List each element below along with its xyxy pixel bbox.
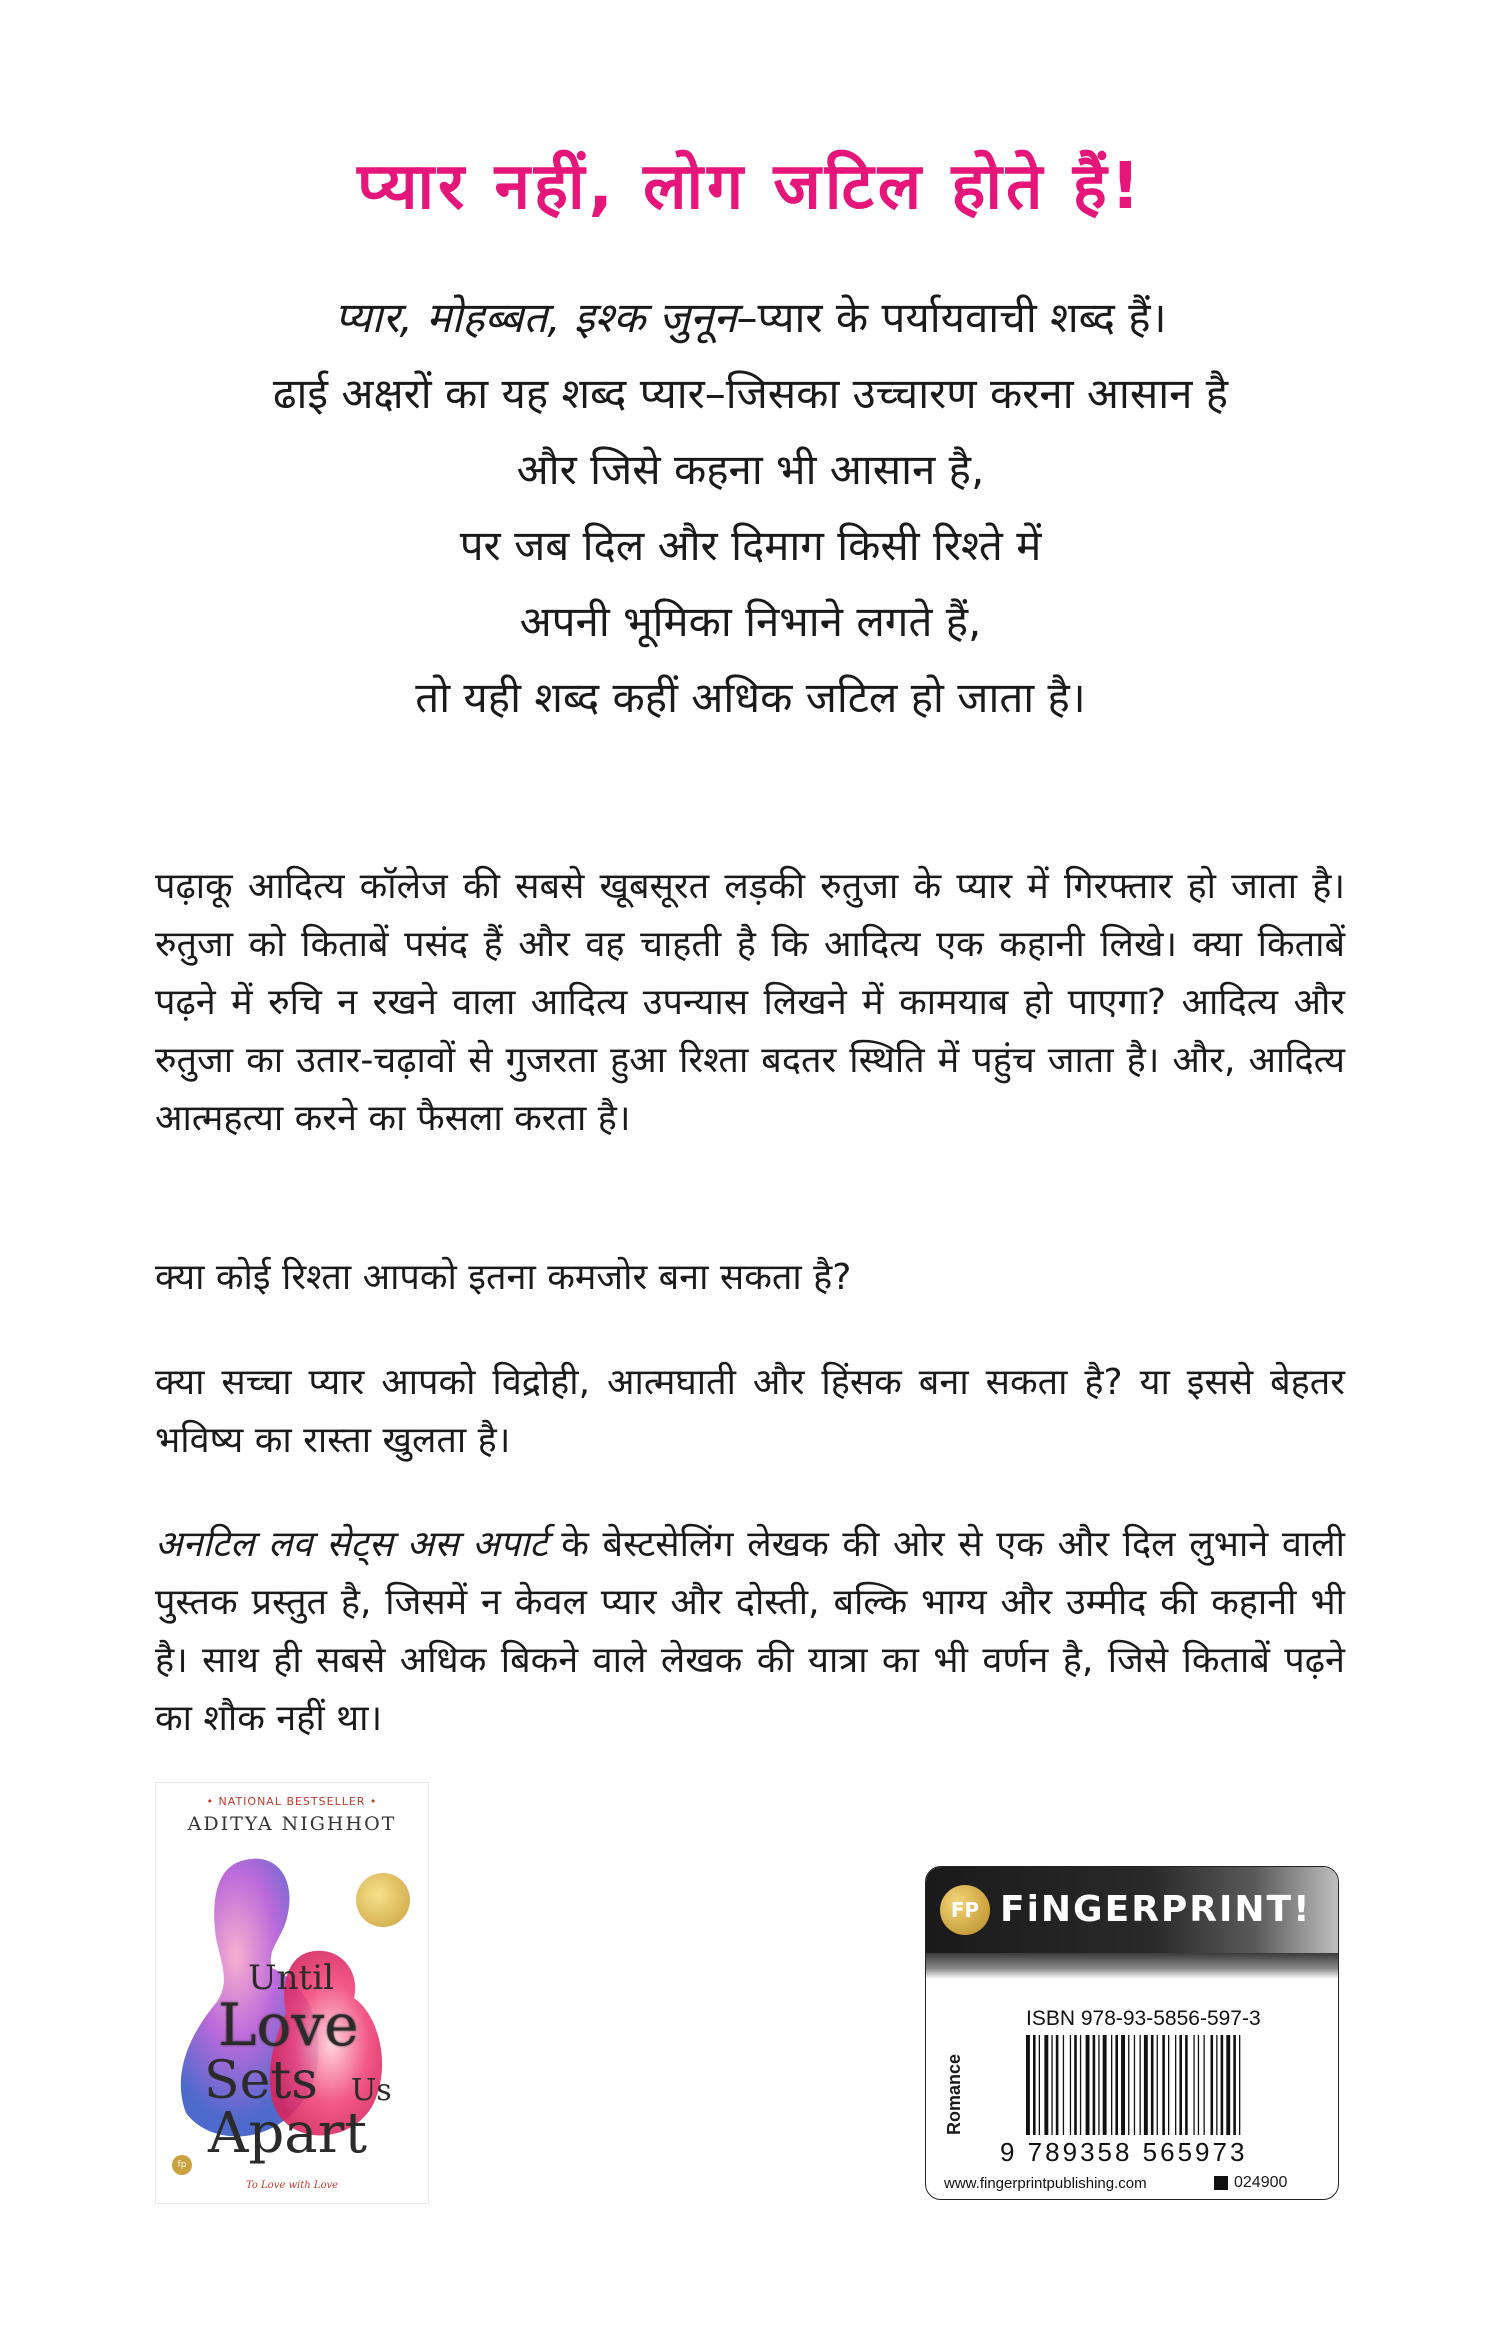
- barcode-icon: [1026, 2035, 1322, 2135]
- publisher-website: www.fingerprintpublishing.com: [944, 2175, 1147, 2192]
- cover-title-word-3: Sets: [204, 2051, 318, 2111]
- poem-line-6: तो यही शब्द कहीं अधिक जटिल हो जाता है।: [415, 673, 1086, 722]
- poem-line-3: और जिसे कहना भी आसान है,: [516, 445, 985, 494]
- barcode-bar: [1115, 2035, 1118, 2135]
- barcode-bar: [1134, 2035, 1135, 2135]
- barcode-bar: [1233, 2035, 1236, 2135]
- barcode-bar: [1111, 2035, 1112, 2135]
- barcode-bar: [1157, 2035, 1158, 2135]
- poem-line-1: [100, 280, 1401, 356]
- paragraph-question-1: क्या कोई रिश्ता आपको इतना कमजोर बना सकता है?: [155, 1257, 852, 1298]
- genre-label: Romance: [944, 2053, 964, 2135]
- paragraph-author-note: [155, 1516, 1345, 1748]
- barcode-bar: [1204, 2035, 1205, 2135]
- headline: प्यार नहीं, लोग जटिल होते हैं!: [357, 150, 1144, 224]
- cover-author: ADITYA NIGHHOT: [187, 1813, 397, 1835]
- poem-line-2: ढाई अक्षरों का यह शब्द प्यार–जिसका उच्चारण करना आसान है: [272, 369, 1229, 418]
- barcode-bar: [1128, 2035, 1129, 2135]
- bestseller-badge: • NATIONAL BESTSELLER •: [206, 1795, 378, 1808]
- barcode-bar: [1063, 2035, 1064, 2135]
- barcode-bar: [1121, 2035, 1125, 2135]
- cover-title-word-1: Until: [248, 1958, 334, 1998]
- poem-line-1-rest: –प्यार के पर्यायवाची शब्द हैं।: [736, 293, 1167, 342]
- cover-title-word-5: Apart: [208, 2101, 367, 2166]
- author-note-rest: के बेस्टसेलिंग लेखक की ओर से एक और दिल लुभाने वाली पुस्तक प्रस्तुत है, जिसमें न केवल प्यार और दोस्ती, बल्कि भाग्य और उम्मीद की कहानी भी है। साथ ही सबसे अधिक बिकने वाले लेखक की यात्रा का भी वर्णन है, जिसे किताबें पढ़ने का शौक नहीं था।: [155, 1524, 1345, 1739]
- brand-swoosh: [926, 1953, 1338, 1979]
- barcode-bar: [1239, 2035, 1240, 2135]
- paragraph-synopsis: पढ़ाकू आदित्य कॉलेज की सबसे खूबसूरत लड़की रुतुजा के प्यार में गिरफ्तार हो जाता है। रुतुजा को किताबें पसंद हैं और वह चाहती है कि आदित्य एक कहानी लिखे। क्या किताबें पढ़ने में रुचि न रखने वाला आदित्य उपन्यास लिखने में कामयाब हो पाएगा? आदित्य और रुतुजा का उतार-चढ़ावों से गुजरता हुआ रिश्ता बदतर स्थिति में पहुंच जाता है। और, आदित्य आत्महत्या करने का फैसला करता है।: [155, 866, 1345, 1139]
- poem-line-4: पर जब दिल और दिमाग किसी रिश्ते में: [459, 521, 1042, 570]
- barcode-bar: [1175, 2035, 1176, 2135]
- barcode-bar: [1216, 2035, 1217, 2135]
- barcode-bar: [1151, 2035, 1154, 2135]
- poem-line-1-italic: प्यार, मोहब्बत, इश्क जुनून: [334, 293, 737, 342]
- barcode-bar: [1044, 2035, 1048, 2135]
- barcode-digits: 9 789358 565973: [1000, 2137, 1248, 2167]
- barcode-bar: [1144, 2035, 1148, 2135]
- barcode-bar: [1168, 2035, 1169, 2135]
- barcode-bar: [1193, 2035, 1194, 2135]
- book-title-italic: अनटिल लव सेट्स अस अपार्ट: [155, 1524, 548, 1565]
- cover-title-word-2: Love: [218, 1991, 359, 2059]
- isbn-text: ISBN 978-93-5856-597-3: [1026, 2007, 1261, 2030]
- barcode-bar: [1080, 2035, 1081, 2135]
- barcode-bar: [1211, 2035, 1214, 2135]
- price-code: 024900: [1234, 2174, 1288, 2191]
- barcode-panel: [925, 1866, 1339, 2200]
- barcode-bar: [1103, 2035, 1107, 2135]
- cover-tagline: To Love with Love: [245, 2180, 339, 2191]
- fingerprint-logo-icon: FP: [940, 1885, 990, 1935]
- barcode-bar: [1026, 2035, 1030, 2135]
- award-seal-icon: [356, 1873, 410, 1927]
- publisher-name: FiNGERPRINT!: [1000, 1889, 1312, 1930]
- barcode-bar: [1179, 2035, 1182, 2135]
- cover-title-word-4: Us: [351, 2073, 392, 2108]
- paragraph-question-2: क्या सच्चा प्यार आपको विद्रोही, आत्मघाती और हिंसक बना सकता है? या इससे बेहतर भविष्य का रास्ता खुलता है।: [155, 1362, 1345, 1461]
- barcode-bar: [1185, 2035, 1188, 2135]
- barcode-bar: [1221, 2035, 1224, 2135]
- publisher-logo-icon: fp: [172, 2155, 192, 2175]
- publisher-brand-bar: [926, 1867, 1338, 1953]
- barcode-bar: [1051, 2035, 1052, 2135]
- barcode-bar: [1093, 2035, 1096, 2135]
- barcode-bar: [1140, 2035, 1141, 2135]
- barcode-bar: [1162, 2035, 1165, 2135]
- poem: [100, 280, 1401, 736]
- barcode-bar: [1039, 2035, 1040, 2135]
- barcode-bar: [1056, 2035, 1059, 2135]
- poem-line-5: अपनी भूमिका निभाने लगते हैं,: [519, 597, 982, 646]
- barcode-bar: [1098, 2035, 1099, 2135]
- barcode-bar: [1074, 2035, 1077, 2135]
- barcode-bar: [1226, 2035, 1230, 2135]
- barcode-bar: [1086, 2035, 1090, 2135]
- barcode-bar: [1070, 2035, 1071, 2135]
- price-marker-icon: [1214, 2176, 1228, 2190]
- front-cover-thumbnail: [155, 1782, 429, 2204]
- barcode-bar: [1198, 2035, 1199, 2135]
- barcode-bar: [1033, 2035, 1036, 2135]
